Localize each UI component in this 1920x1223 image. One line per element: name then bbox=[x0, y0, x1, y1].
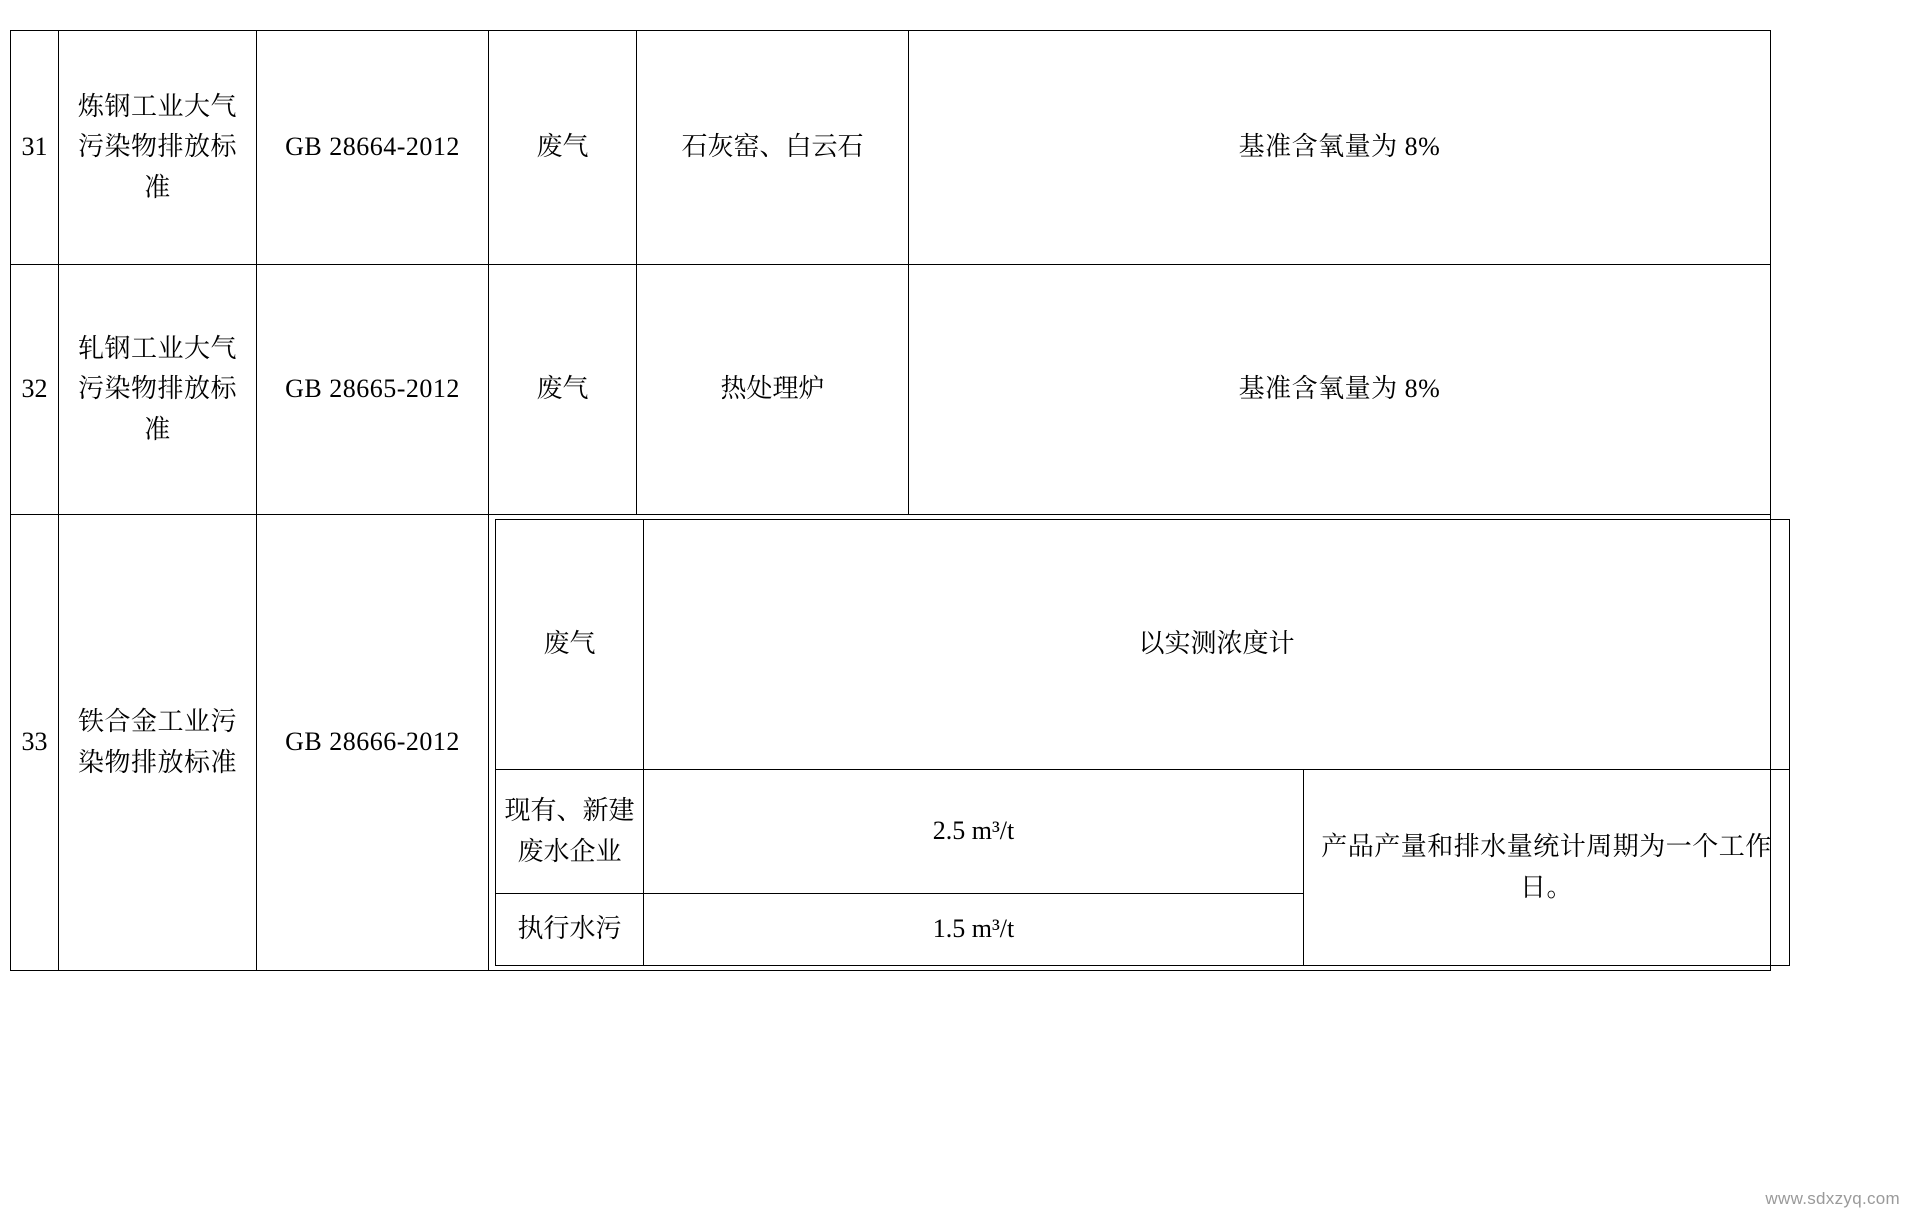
sub-pollutant-type: 执行水污 bbox=[496, 894, 644, 966]
process-facility: 石灰窑、白云石 bbox=[637, 31, 909, 265]
standard-name: 铁合金工业污染物排放标准 bbox=[59, 515, 257, 971]
remark: 基准含氧量为 8% bbox=[909, 265, 1771, 515]
sub-row bbox=[496, 520, 1790, 770]
pollutant-type: 废气 bbox=[489, 31, 637, 265]
table-row bbox=[11, 31, 1771, 265]
process-facility: 热处理炉 bbox=[637, 265, 909, 515]
standard-name: 炼钢工业大气污染物排放标准 bbox=[59, 31, 257, 265]
standards-table bbox=[10, 30, 1771, 971]
sub-pollutant-type: 废气 bbox=[496, 520, 644, 770]
row-number: 32 bbox=[11, 265, 59, 515]
standard-code: GB 28666-2012 bbox=[257, 515, 489, 971]
table-row bbox=[11, 515, 1771, 971]
sub-pollutant-type: 现有、新建废水企业 bbox=[496, 770, 644, 894]
pollutant-type: 废气 bbox=[489, 265, 637, 515]
row-number: 31 bbox=[11, 31, 59, 265]
standard-code: GB 28665-2012 bbox=[257, 265, 489, 515]
remark: 基准含氧量为 8% bbox=[909, 31, 1771, 265]
standard-code: GB 28664-2012 bbox=[257, 31, 489, 265]
remark: 产品产量和排水量统计周期为一个工作日。 bbox=[1304, 770, 1790, 966]
sub-table-host bbox=[489, 515, 1771, 971]
sub-value: 2.5 m³/t bbox=[644, 770, 1304, 894]
row-number: 33 bbox=[11, 515, 59, 971]
watermark: www.sdxzyq.com bbox=[1765, 1189, 1900, 1208]
standard-name: 轧钢工业大气污染物排放标准 bbox=[59, 265, 257, 515]
sub-row bbox=[496, 770, 1790, 894]
sub-standards-table bbox=[495, 519, 1790, 966]
sub-value: 1.5 m³/t bbox=[644, 894, 1304, 966]
table-row bbox=[11, 265, 1771, 515]
sub-value: 以实测浓度计 bbox=[644, 520, 1790, 770]
